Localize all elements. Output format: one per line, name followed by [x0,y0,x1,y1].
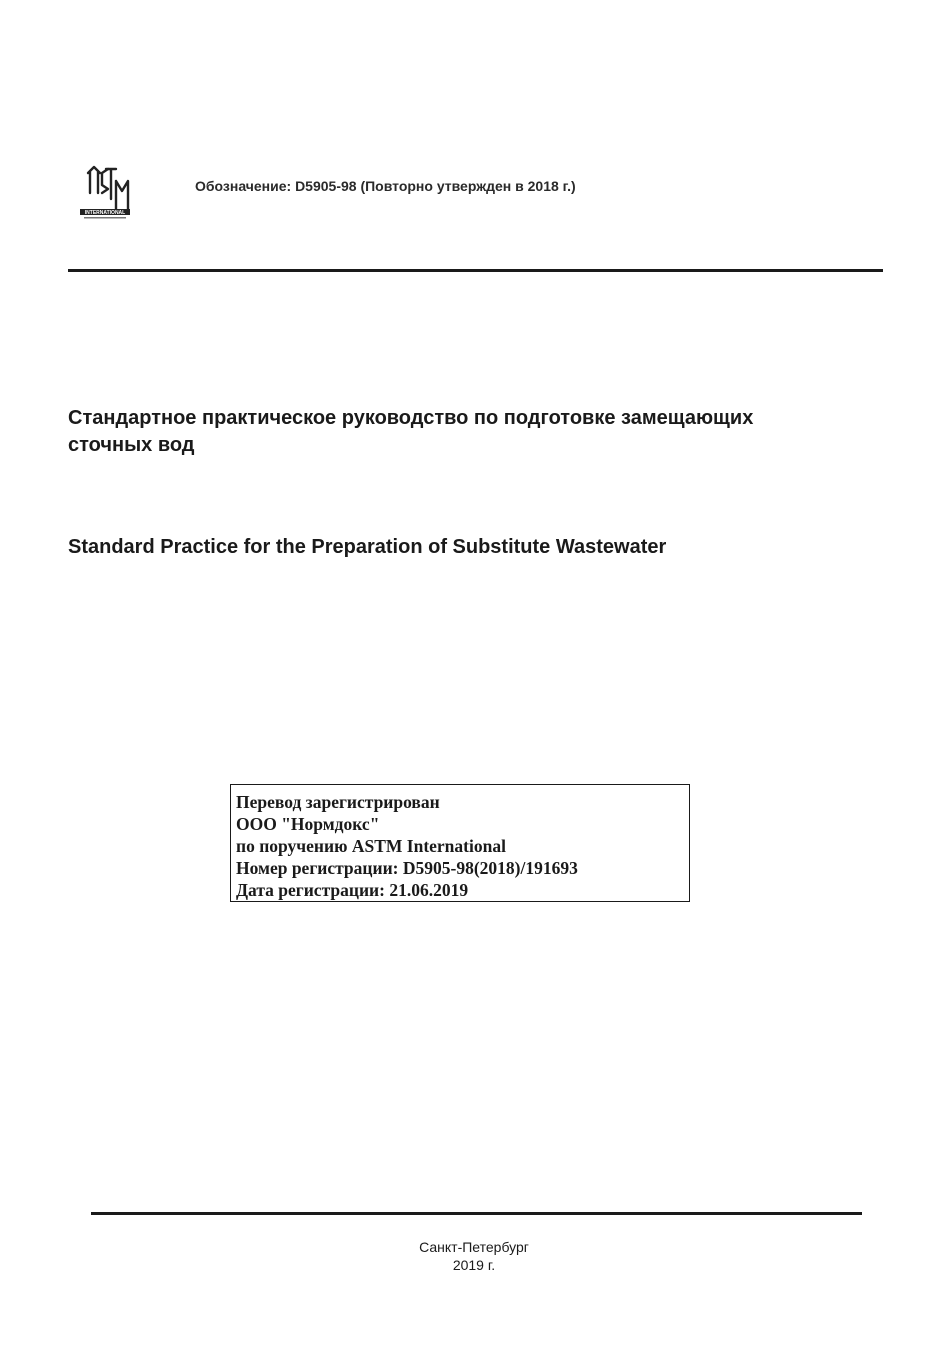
registration-line-4: Номер регистрации: D5905-98(2018)/191693 [236,858,578,878]
title-russian [68,405,882,459]
registration-line-2: ООО "Нормдокс" [236,814,380,834]
title-english: Standard Practice for the Preparation of Substitute Wastewater [68,536,667,558]
footer-divider [91,1212,862,1215]
registration-line-3: по поручению ASTM International [236,836,506,856]
footer-year: 2019 г. [452,1257,496,1273]
header-divider [68,269,883,272]
registration-line-1: Перевод зарегистрирован [236,792,440,812]
registration-stamp [230,784,690,902]
astm-logo-icon [78,163,132,221]
footer [0,1238,950,1274]
title-russian-line-1: Стандартное практическое руководство по подготовке замещающих [68,407,754,429]
footer-city: Санкт-Петербург [419,1239,529,1255]
title-russian-line-2: сточных вод [68,434,195,456]
document-designation: Обозначение: D5905-98 (Повторно утвержден в 2018 г.) [195,178,576,194]
registration-line-5: Дата регистрации: 21.06.2019 [236,880,469,900]
logo-subtext: INTERNATIONAL [84,210,126,216]
